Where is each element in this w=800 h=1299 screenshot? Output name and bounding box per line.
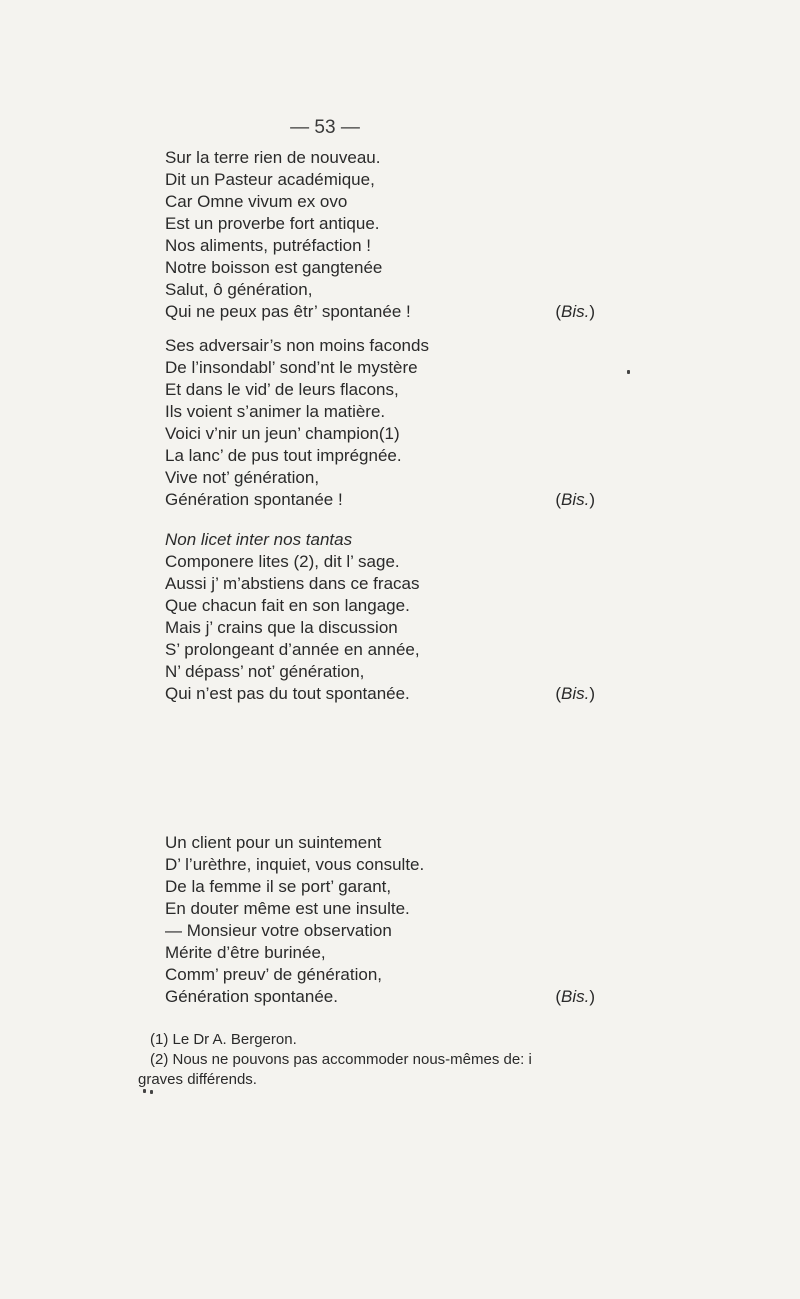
verse-line: Ils voient s’animer la matière. [165,402,386,421]
stanza-3 [165,529,595,705]
verse-line: N’ dépass’ not’ génération, [165,662,365,681]
footnotes [138,1030,790,1090]
verse-line: Non licet inter nos tantas [165,530,353,549]
footnote-2-continued: graves différends. [138,1071,257,1088]
verse-line: Voici v’nir un jeun’ champion(1) [165,424,400,443]
verse-line: Ses adversair’s non moins faconds [165,336,429,355]
verse-line: D’ l’urèthre, inquiet, vous consulte. [165,855,425,874]
verse-line: En douter même est une insulte. [165,899,410,918]
verse-line: Mérite d’être burinée, [165,943,326,962]
bis-label: Bis. [560,684,590,703]
verse-line: S’ prolongeant d’année en année, [165,640,420,659]
stanza-2 [165,335,595,511]
verse-line: Que chacun fait en son langage. [165,596,410,615]
bis-label: Bis. [560,987,590,1006]
verse-line-text: Génération spontanée. [165,987,338,1006]
verse-line-text: Génération spontanée ! [165,490,343,509]
verse-line: Et dans le vid’ de leurs flacons, [165,380,399,399]
verse-line [165,191,595,213]
verse-line: De l’insondabl’ sond’nt le mystère [165,358,418,377]
scan-speck [143,1089,146,1093]
bis-label: Bis. [560,302,590,321]
bis-marker: (Bis.) [555,490,595,509]
verse-line: Mais j’ crains que la discussion [165,618,398,637]
verse-line: — Monsieur votre observation [165,921,392,940]
stanza-4 [165,832,595,1008]
bis-marker: (Bis.) [555,302,595,321]
verse-line [165,986,595,1008]
footnote-1: (1) Le Dr A. Bergeron. [150,1031,297,1048]
footnote-2: (2) Nous ne pouvons pas accommoder nous-mêmes de: i [150,1051,532,1068]
page-number: — 53 — [290,117,360,138]
verse-line: La lanc’ de pus tout imprégnée. [165,446,402,465]
verse-line: Notre boisson est gangtenée [165,258,383,277]
verse-line-text: Car Omne vivum ex ovo [165,192,348,211]
verse-line [165,489,595,511]
verse-line-text: Qui ne peux pas êtr’ spontanée ! [165,302,411,321]
verse-line-text: Qui n’est pas du tout spontanée. [165,684,410,703]
bis-label: Bis. [560,490,590,509]
verse-line: Componere lites (2), dit l’ sage. [165,552,400,571]
verse-line: Nos aliments, putréfaction ! [165,236,371,255]
verse-line: Aussi j’ m’abstiens dans ce fracas [165,574,420,593]
verse-line: Dit un Pasteur académique, [165,170,375,189]
scan-speck [627,370,630,374]
verse-line: Sur la terre rien de nouveau. [165,148,381,167]
verse-line [165,683,595,705]
stanza-1 [165,147,595,323]
verse-line: De la femme il se port’ garant, [165,877,392,896]
verse-line [165,301,595,323]
verse-line: Comm’ preuv’ de génération, [165,965,383,984]
scan-speck [150,1090,153,1094]
verse-line: Salut, ô génération, [165,280,313,299]
bis-marker: (Bis.) [555,987,595,1006]
bis-marker: (Bis.) [555,684,595,703]
verse-line: Vive not’ génération, [165,468,320,487]
verse-line: Est un proverbe fort antique. [165,214,380,233]
verse-line: Un client pour un suintement [165,833,382,852]
